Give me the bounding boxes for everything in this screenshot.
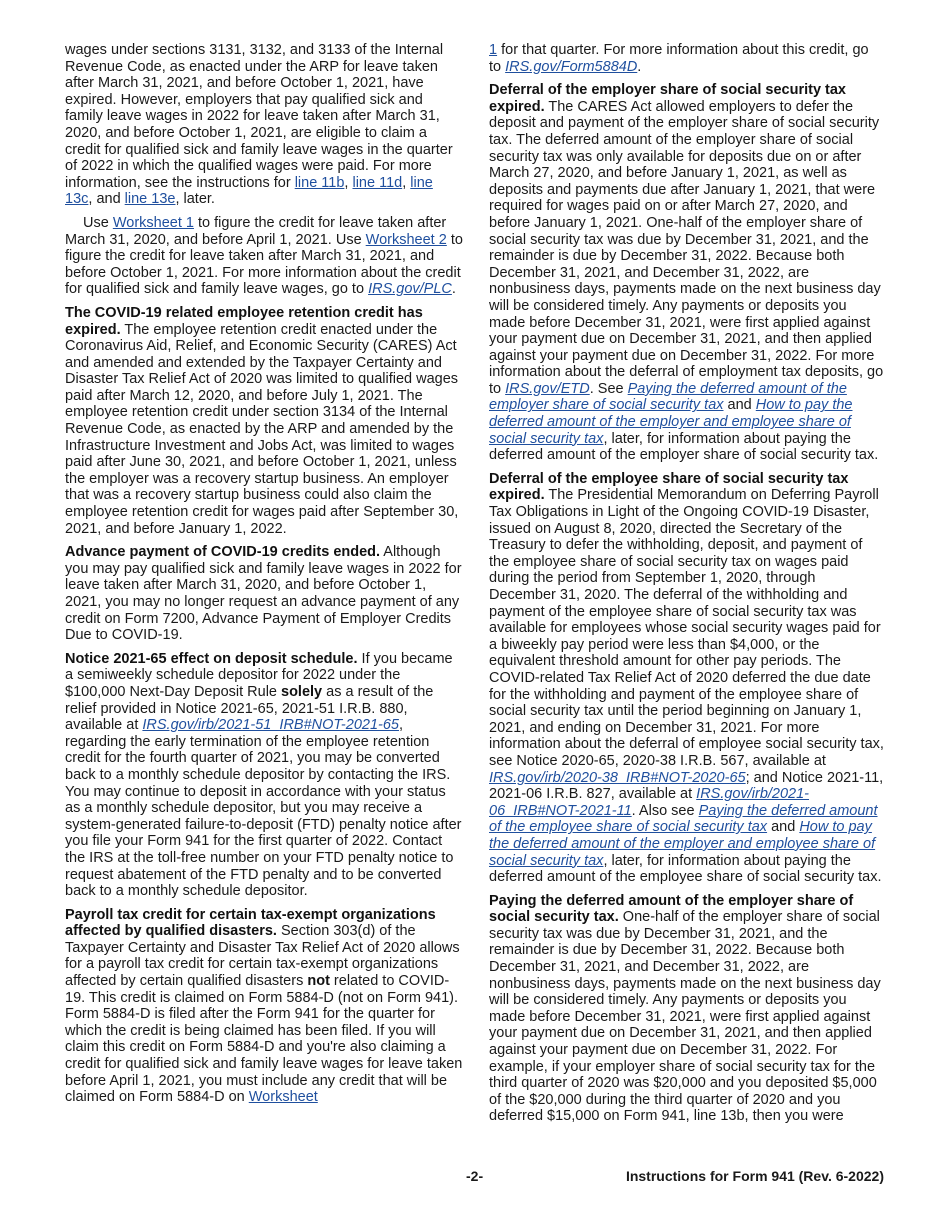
body-text: and <box>723 397 756 414</box>
paragraph-paying-employer-share <box>489 893 884 1125</box>
link-how-to-pay-deferred[interactable]: How to pay the deferred amount of the employer and employee share of social security tax <box>489 397 853 447</box>
body-text: to figure the credit for leave taken after March 31, 2021, and before October 1, 2021. For more information about the credit for qualified sick and family leave wages, go to <box>65 231 463 298</box>
section-heading: The COVID-19 related employee retention credit has expired. <box>65 304 423 338</box>
link-irb-2020-38[interactable]: IRS.gov/irb/2020-38_IRB#NOT-2020-65 <box>489 769 746 786</box>
body-text: The Presidential Memorandum on Deferring Payroll Tax Obligations in Light of the Ongoing COVID-19 Disaster, issued on August 8, 2020, directed the Secretary of the Treasury to defer the withholding, deposit, and payment of the employee share of social security tax on wages paid during the period from September 1, 2020, through December 31, 2020. The deferral of the withholding and payment of the employee share of social security tax was available for employees whose social security wages paid for a biweekly pay period were less than $4,000, or the equivalent threshold amount for other pay periods. The COVID-related Tax Relief Act of 2020 deferred the due date for the withholding and payment of the employee share of social security tax until the period beginning on January 1, 2021, and ending on December 31, 2021. For more information about the deferral of employee social security tax, see Notice 2020-65, 2020-38 I.R.B. 567, available at <box>489 487 884 769</box>
paragraph-payroll-tax-credit <box>65 907 463 1106</box>
paragraph-retention-credit <box>65 305 463 537</box>
section-heading: Notice 2021-65 effect on deposit schedule. <box>65 650 358 667</box>
emphasis-text: solely <box>281 683 323 700</box>
left-column <box>65 42 463 1113</box>
page-number: -2- <box>466 1168 484 1184</box>
body-text: related to COVID-19. This credit is claimed on Form 5884-D (not on Form 941). Form 5884-D is filed after the Form 941 for the quarter for which the credit is being claimed has been filed. If you will claim this credit on Form 5884-D and you're also claiming a credit for qualified sick and family leave wages for leave taken before April 1, 2021, you must include any credit that will be claimed on Form 5884-D on <box>65 973 463 1106</box>
body-text: for that quarter. For more information about this credit, go to <box>489 42 869 75</box>
body-text: One-half of the employer share of social security tax was due by December 31, 2021, and the remainder is due by December 31, 2022. Because both December 31, 2021, and December 31, 2022, are nonbusiness days, payments made on the next business day will be considered timely. Any payments or deposits you made before December 31, 2021, were first applied against your payment due on December 31, 2021, and then applied against your payment due on December 31, 2022. For example, if your employer share of social security tax for the third quarter of 2020 was $20,000 and you deposited $5,000 of the $20,000 during the third quarter of 2020 and you deferred $15,000 on Form 941, line 13b, then you were <box>489 909 881 1125</box>
link-worksheet-1[interactable]: Worksheet 1 <box>112 214 194 231</box>
paragraph-worksheets <box>65 215 463 298</box>
link-how-to-pay-deferred[interactable]: How to pay the deferred amount of the employer and employee share of social security tax <box>489 819 876 869</box>
right-column <box>489 42 884 1132</box>
body-text: , <box>344 174 353 191</box>
section-heading: Deferral of the employer share of social security tax expired. <box>489 82 846 115</box>
link-line-13c[interactable]: line 13c <box>65 174 433 208</box>
body-text: Although you may pay qualified sick and family leave wages in 2022 for leave taken after March 31, 2020, and before October 1, 2021, you may no longer request an advance payment of any credit on Form 7200, Advance Payment of Employer Credits Due to COVID-19. <box>65 544 462 644</box>
link-line-13e[interactable]: line 13e <box>124 191 176 208</box>
section-heading: Deferral of the employee share of social security tax expired. <box>489 470 849 504</box>
link-worksheet-2[interactable]: Worksheet 2 <box>365 231 447 248</box>
link-irs-plc[interactable]: IRS.gov/PLC <box>368 281 452 298</box>
body-text: , regarding the early termination of the employee retention credit for the fourth quarter of 2021, you may be converted back to a monthly schedule depositor by contacting the IRS. You may continue to deposit in accordance with your status as a monthly schedule depositor, but you may receive a system-generated failure-to-deposit (FTD) penalty notice after you file your Form 941 for the first quarter of 2022. Contact the IRS at the toll-free number on your FTD penalty notice to request abatement of the FTD penalty and to be converted back to a monthly schedule depositor. <box>65 717 462 900</box>
link-irs-form5884d[interactable]: IRS.gov/Form5884D <box>505 58 638 75</box>
body-text: If you became a semiweekly schedule depositor for 2022 under the $100,000 Next-Day Deposit Rule <box>65 650 453 700</box>
paragraph-advance-payment <box>65 544 463 644</box>
link-irb-2021-51[interactable]: IRS.gov/irb/2021-51_IRB#NOT-2021-65 <box>142 717 399 734</box>
paragraph-form-5884d <box>489 42 884 75</box>
emphasis-text: not <box>307 973 330 990</box>
link-line-11b[interactable]: line 11b <box>294 174 345 191</box>
body-text: . Also see <box>631 802 699 819</box>
body-text: . <box>451 281 456 298</box>
body-text: Section 303(d) of the Taxpayer Certainty and Disaster Tax Relief Act of 2020 allows for a payroll tax credit for certain tax-exempt organizations affected by certain qualified disasters <box>65 923 460 990</box>
body-text: , later. <box>175 191 215 208</box>
link-irs-etd[interactable]: IRS.gov/ETD <box>505 380 590 397</box>
body-text: wages under sections 3131, 3132, and 3133 of the Internal Revenue Code, as enacted under the ARP for leave taken after March 31, 2021, and before October 1, 2021, have expired. However, employers that pay qualified sick and family leave wages in 2022 for leave taken after March 31, 2020, and before October 1, 2021, are eligible to claim a credit for qualified sick and family leave wages in the quarter of 2022 in which the qualified wages were paid. For more information, see the instructions for <box>65 42 453 191</box>
body-text: ; and Notice 2021-11, 2021-06 I.R.B. 827, available at <box>489 769 884 803</box>
body-text: Use <box>83 214 113 231</box>
link-irb-2021-06[interactable]: IRS.gov/irb/2021-06_IRB#NOT-2021-11 <box>489 786 810 819</box>
paragraph-employer-deferral <box>489 82 884 464</box>
body-text: , <box>402 174 411 191</box>
body-text: , and <box>88 191 125 208</box>
body-text: , later, for information about paying the deferred amount of the employee share of social security tax. <box>489 852 882 886</box>
section-heading: Paying the deferred amount of the employer share of social security tax. <box>489 892 854 926</box>
link-worksheet-1-end[interactable]: 1 <box>489 42 498 58</box>
section-heading: Payroll tax credit for certain tax-exempt organizations affected by qualified disasters. <box>65 906 436 940</box>
body-text: to figure the credit for leave taken after March 31, 2020, and before April 1, 2021. Use <box>65 214 447 248</box>
document-title: Instructions for Form 941 (Rev. 6-2022) <box>625 1168 884 1184</box>
body-text: . See <box>589 380 628 397</box>
link-line-11d[interactable]: line 11d <box>352 174 403 191</box>
body-text: . <box>637 58 642 75</box>
paragraph-sick-leave-credit <box>65 42 463 208</box>
body-text: , later, for information about paying the deferred amount of the employer share of social security tax. <box>489 430 879 464</box>
body-text: and <box>767 819 800 836</box>
link-paying-employee-share[interactable]: Paying the deferred amount of the employee share of social security tax <box>489 802 878 836</box>
body-text: The employee retention credit enacted under the Coronavirus Aid, Relief, and Economic Security (CARES) Act and amended and extended by the Taxpayer Certainty and Disaster Tax Relief Act of 2020 was limited to qualified wages paid after March 12, 2020, and before July 1, 2021. The employee retention credit under section 3134 of the Internal Revenue Code, as enacted by the ARP and amended by the Infrastructure Investment and Jobs Act, was limited to wages paid after June 30, 2021, and before October 1, 2021, unless the employer was a recovery startup business. An employer that was a recovery startup business could also claim the employee retention credit for wages paid after September 30, 2021, and before January 1, 2022. <box>65 321 459 537</box>
paragraph-notice-2021-65 <box>65 651 463 900</box>
body-text: The CARES Act allowed employers to defer the deposit and payment of the employer share of social security tax. The deferred amount of the employer share of social security tax was only available for deposits due on or after March 27, 2020, and before January 1, 2021, as well as deposits and payments due after January 1, 2021, that were required for wages paid on or after March 27, 2020, and before January 1, 2021. One-half of the employer share of social security tax was due by December 31, 2021, and the remainder is due by December 31, 2022. Because both December 31, 2021, and December 31, 2022, are nonbusiness days, payments made on the next business day will be considered timely. Any payments or deposits you made before December 31, 2021, were first applied against your payment due on December 31, 2021, and then applied against your payment due on December 31, 2022. For more information about the deferral of employment tax deposits, go to <box>489 98 884 397</box>
link-paying-employer-share[interactable]: Paying the deferred amount of the employer share of social security tax <box>489 380 847 414</box>
link-worksheet-1-start[interactable]: Worksheet <box>248 1089 318 1106</box>
paragraph-employee-deferral <box>489 471 884 886</box>
body-text: as a result of the relief provided in Notice 2021-65, 2021-51 I.R.B. 880, available at <box>65 683 434 734</box>
section-heading: Advance payment of COVID-19 credits ended. <box>65 544 381 561</box>
